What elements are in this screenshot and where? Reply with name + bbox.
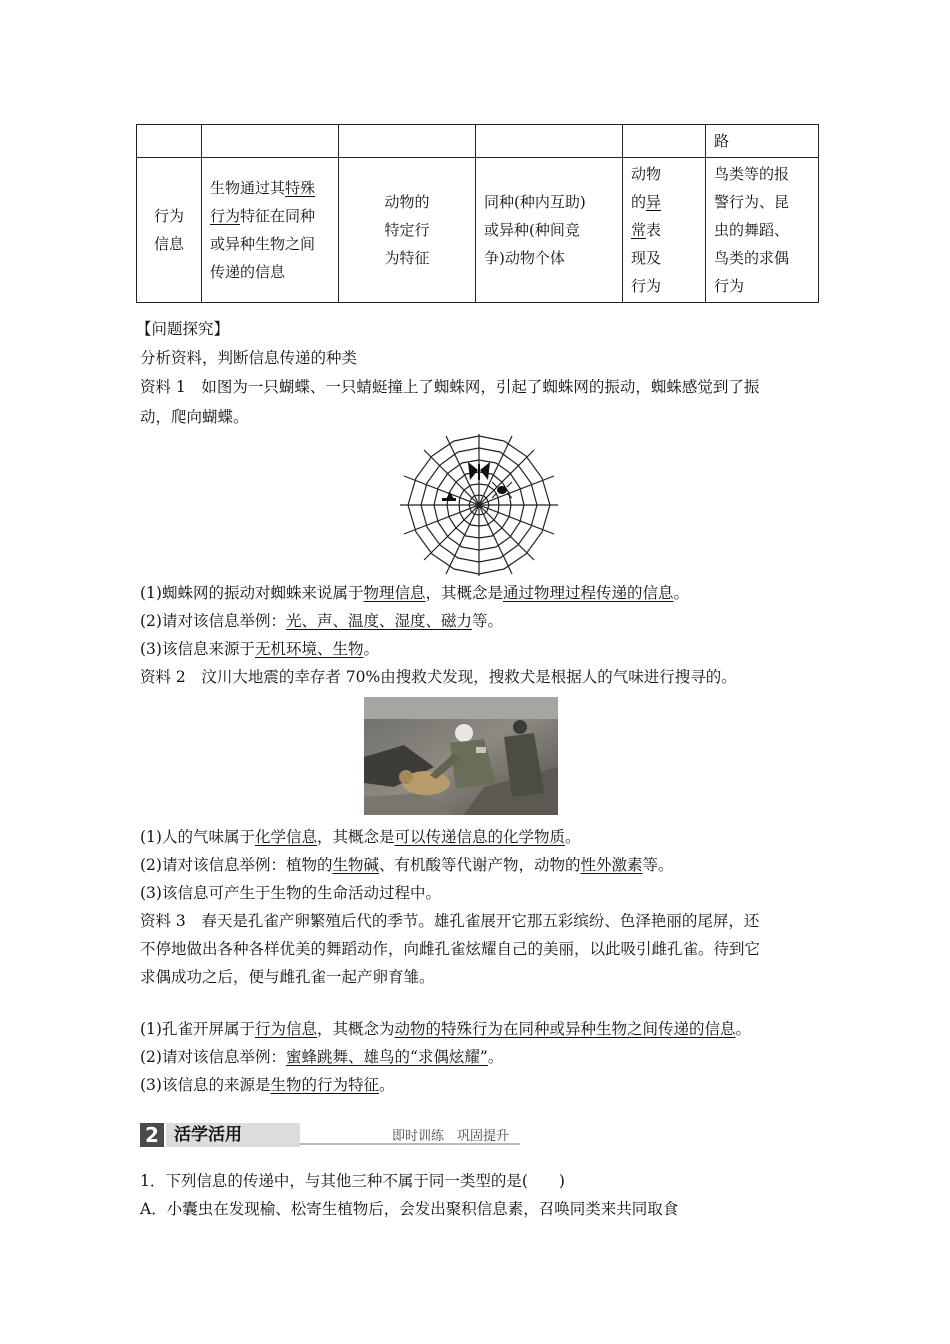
table-cell-examples: 鸟类等的报 警行为、昆 虫的舞蹈、 鸟类的求偶 行为	[714, 165, 790, 295]
section-number-badge: 2	[140, 1123, 164, 1147]
section-subtitle: 即时训练 巩固提升	[392, 1129, 510, 1144]
material-3-text-end: 求偶成功之后，便与雌孔雀一起产卵育雏。	[140, 968, 435, 986]
table-cell-examples-tail: 路	[714, 132, 730, 150]
info-table	[136, 124, 819, 303]
material-2-text: 资料 2 汶川大地震的幸存者 70%由搜救犬发现，搜救犬是根据人的气味进行搜寻的。	[140, 668, 737, 686]
material-3-text-cont: 不停地做出各种各样优美的舞蹈动作，向雌孔雀炫耀自己的美丽，以此吸引雌孔雀。待到它	[140, 940, 761, 958]
table-cell-source: 动物的 特定行 为特征	[384, 193, 430, 267]
exercise-option-a: A．小囊虫在发现榆、松寄生植物后，会发出聚积信息素，召唤同类来共同取食	[140, 1200, 679, 1218]
rescue-dog-photo	[364, 697, 558, 815]
material-3-text: 资料 3 春天是孔雀产卵繁殖后代的季节。雄孔雀展开它那五彩缤纷、色泽艳丽的尾屏，还	[140, 912, 760, 930]
section-heading: 【问题探究】	[136, 320, 230, 338]
q4-line: (1)人的气味属于化学信息，其概念是可以传递信息的化学物质。	[140, 828, 581, 846]
material-1-text-cont: 动，爬向蝴蝶。	[140, 408, 249, 426]
table-row	[137, 158, 819, 303]
table-cell-receiver: 同种(种内互助) 或异种(种间竞 争)动物个体	[484, 193, 586, 267]
intro-text: 分析资料，判断信息传递的种类	[140, 349, 358, 367]
q8-line: (2)请对该信息举例：蜜蜂跳舞、雄鸟的“求偶炫耀”。	[140, 1048, 504, 1066]
spider-web-figure	[398, 432, 560, 578]
table-cell-type: 行为 信息	[153, 207, 184, 253]
table-row	[137, 125, 819, 158]
q5-line: (2)请对该信息举例：植物的生物碱、有机酸等代谢产物，动物的性外激素等。	[140, 856, 674, 874]
exercise-question: 1．下列信息的传递中，与其他三种不属于同一类型的是( )	[140, 1172, 565, 1190]
section-title: 活学活用	[174, 1125, 242, 1145]
q9-line: (3)该信息的来源是生物的行为特征。	[140, 1076, 395, 1094]
table-cell-definition: 生物通过其特殊 行为特征在同种 或异种生物之间 传递的信息	[210, 179, 316, 281]
table-cell-observation: 动物 的异 常表 现及 行为	[631, 165, 662, 295]
section-banner	[140, 1123, 520, 1147]
material-1-text: 资料 1 如图为一只蝴蝶、一只蜻蜓撞上了蜘蛛网，引起了蜘蛛网的振动，蜘蛛感觉到了振	[140, 378, 760, 396]
q6-line: (3)该信息可产生于生物的生命活动过程中。	[140, 884, 441, 902]
q2-line: (2)请对该信息举例：光、声、温度、湿度、磁力等。	[140, 612, 503, 630]
q3-line: (3)该信息来源于无机环境、生物。	[140, 640, 379, 658]
q7-line: (1)孔雀开屏属于行为信息，其概念为动物的特殊行为在同种或异种生物之间传递的信息。	[140, 1020, 752, 1038]
q1-line: (1)蜘蛛网的振动对蜘蛛来说属于物理信息，其概念是通过物理过程传递的信息。	[140, 584, 690, 602]
